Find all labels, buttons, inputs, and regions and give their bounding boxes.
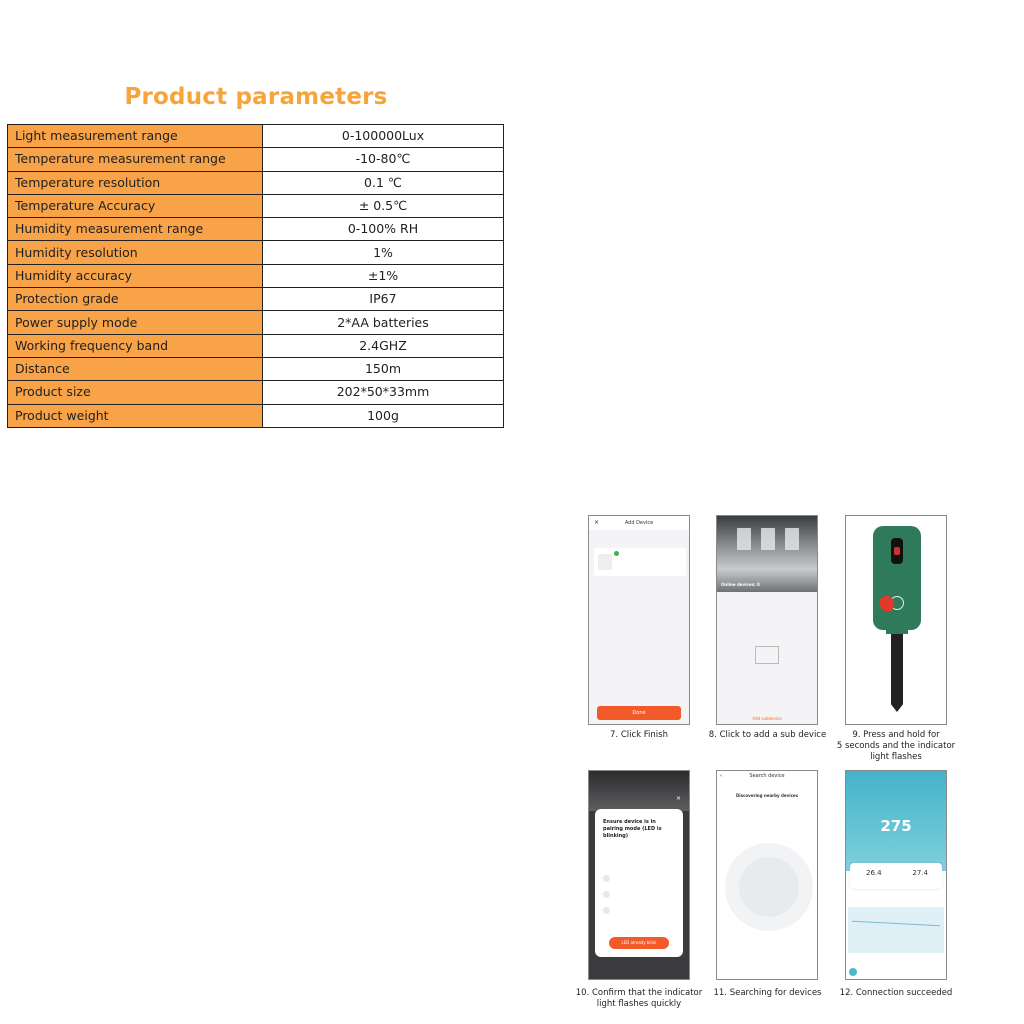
param-value: 202*50*33mm bbox=[263, 381, 504, 404]
device-collar bbox=[886, 626, 908, 634]
history-chart bbox=[848, 907, 944, 953]
caption-step-12: 12. Connection succeeded bbox=[839, 988, 953, 998]
back-icon: ‹ bbox=[720, 773, 722, 779]
bulb-icon bbox=[603, 907, 610, 914]
param-value: 2*AA batteries bbox=[263, 311, 504, 334]
caption-step-8: 8. Click to add a sub device bbox=[708, 730, 827, 740]
table-row bbox=[8, 334, 504, 357]
caption-line: light flashes bbox=[870, 752, 922, 762]
screenshot-connected bbox=[845, 770, 947, 980]
smart-icon bbox=[849, 968, 857, 976]
table-row bbox=[8, 241, 504, 264]
close-icon: × bbox=[594, 519, 600, 526]
param-value: 100g bbox=[263, 404, 504, 427]
param-value: ± 0.5℃ bbox=[263, 194, 504, 217]
param-name: Temperature resolution bbox=[8, 171, 263, 194]
screenshot-pairing-mode bbox=[588, 770, 690, 980]
param-value: 2.4GHZ bbox=[263, 334, 504, 357]
caption-line: light flashes quickly bbox=[596, 999, 682, 1009]
caption-step-9 bbox=[834, 730, 958, 763]
room-photo bbox=[717, 516, 817, 592]
device-thumbnail bbox=[598, 554, 612, 570]
empty-box-icon bbox=[755, 646, 779, 664]
room-photo bbox=[589, 771, 689, 811]
check-icon bbox=[614, 551, 619, 556]
page-title: Product parameters bbox=[124, 84, 388, 110]
modal-title: Ensure device is in pairing mode (LED is blinking) bbox=[603, 819, 662, 839]
device-body bbox=[873, 526, 921, 630]
table-row bbox=[8, 171, 504, 194]
photo-device-press-button bbox=[845, 515, 947, 725]
lux-value: 275 bbox=[880, 817, 912, 835]
device-probe bbox=[891, 634, 903, 712]
device-card bbox=[594, 548, 686, 576]
radar-inner bbox=[739, 857, 799, 917]
led-blink-button: LED already blink bbox=[609, 937, 669, 949]
table-row bbox=[8, 194, 504, 217]
param-value: 150m bbox=[263, 357, 504, 380]
param-value: 0-100% RH bbox=[263, 218, 504, 241]
param-value: ±1% bbox=[263, 264, 504, 287]
param-value: 0.1 ℃ bbox=[263, 171, 504, 194]
table-row bbox=[8, 288, 504, 311]
readings-card bbox=[850, 863, 942, 889]
table-row bbox=[8, 357, 504, 380]
indicator-display bbox=[891, 538, 903, 564]
caption-step-11: 11. Searching for devices bbox=[713, 988, 822, 998]
table-row bbox=[8, 218, 504, 241]
screen-title: Add Device bbox=[589, 516, 689, 530]
table-row bbox=[8, 311, 504, 334]
param-name: Temperature Accuracy bbox=[8, 194, 263, 217]
list-item bbox=[603, 889, 677, 901]
param-name: Power supply mode bbox=[8, 311, 263, 334]
param-value: 1% bbox=[263, 241, 504, 264]
caption-step-7: 7. Click Finish bbox=[610, 730, 668, 740]
param-value: IP67 bbox=[263, 288, 504, 311]
sensor-icon bbox=[603, 891, 610, 898]
table-row bbox=[8, 264, 504, 287]
table-row bbox=[8, 148, 504, 171]
humidity-value: 27.4 bbox=[912, 869, 928, 877]
screenshot-add-device bbox=[588, 515, 690, 725]
list-item bbox=[603, 873, 677, 885]
done-button: Done bbox=[597, 706, 681, 720]
caption-step-10 bbox=[574, 988, 704, 1010]
param-value: -10-80℃ bbox=[263, 148, 504, 171]
param-name: Temperature measurement range bbox=[8, 148, 263, 171]
search-status: Discovering nearby devices bbox=[735, 793, 799, 798]
param-name: Humidity accuracy bbox=[8, 264, 263, 287]
param-name: Product size bbox=[8, 381, 263, 404]
temperature-value: 26.4 bbox=[866, 869, 882, 877]
table-row bbox=[8, 125, 504, 148]
screen-title: Search device bbox=[749, 773, 785, 779]
table-row bbox=[8, 404, 504, 427]
param-name: Humidity measurement range bbox=[8, 218, 263, 241]
caption-line: 9. Press and hold for bbox=[852, 730, 940, 740]
param-name: Humidity resolution bbox=[8, 241, 263, 264]
screenshot-search-device bbox=[716, 770, 818, 980]
param-name: Product weight bbox=[8, 404, 263, 427]
param-name: Light measurement range bbox=[8, 125, 263, 148]
sensor-icon bbox=[603, 875, 610, 882]
pairing-modal bbox=[595, 809, 683, 957]
caption-line: 10. Confirm that the indicator bbox=[575, 988, 703, 998]
param-name: Distance bbox=[8, 357, 263, 380]
list-item bbox=[603, 905, 677, 917]
add-subdevice-button: Add subdevice bbox=[752, 716, 782, 721]
close-icon: × bbox=[675, 795, 681, 802]
online-devices-label: Online devices: 0 bbox=[721, 582, 760, 587]
table-row bbox=[8, 381, 504, 404]
param-value: 0-100000Lux bbox=[263, 125, 504, 148]
screenshot-add-subdevice bbox=[716, 515, 818, 725]
caption-line: 5 seconds and the indicator bbox=[836, 741, 956, 751]
param-name: Protection grade bbox=[8, 288, 263, 311]
parameters-table bbox=[7, 124, 504, 428]
param-name: Working frequency band bbox=[8, 334, 263, 357]
